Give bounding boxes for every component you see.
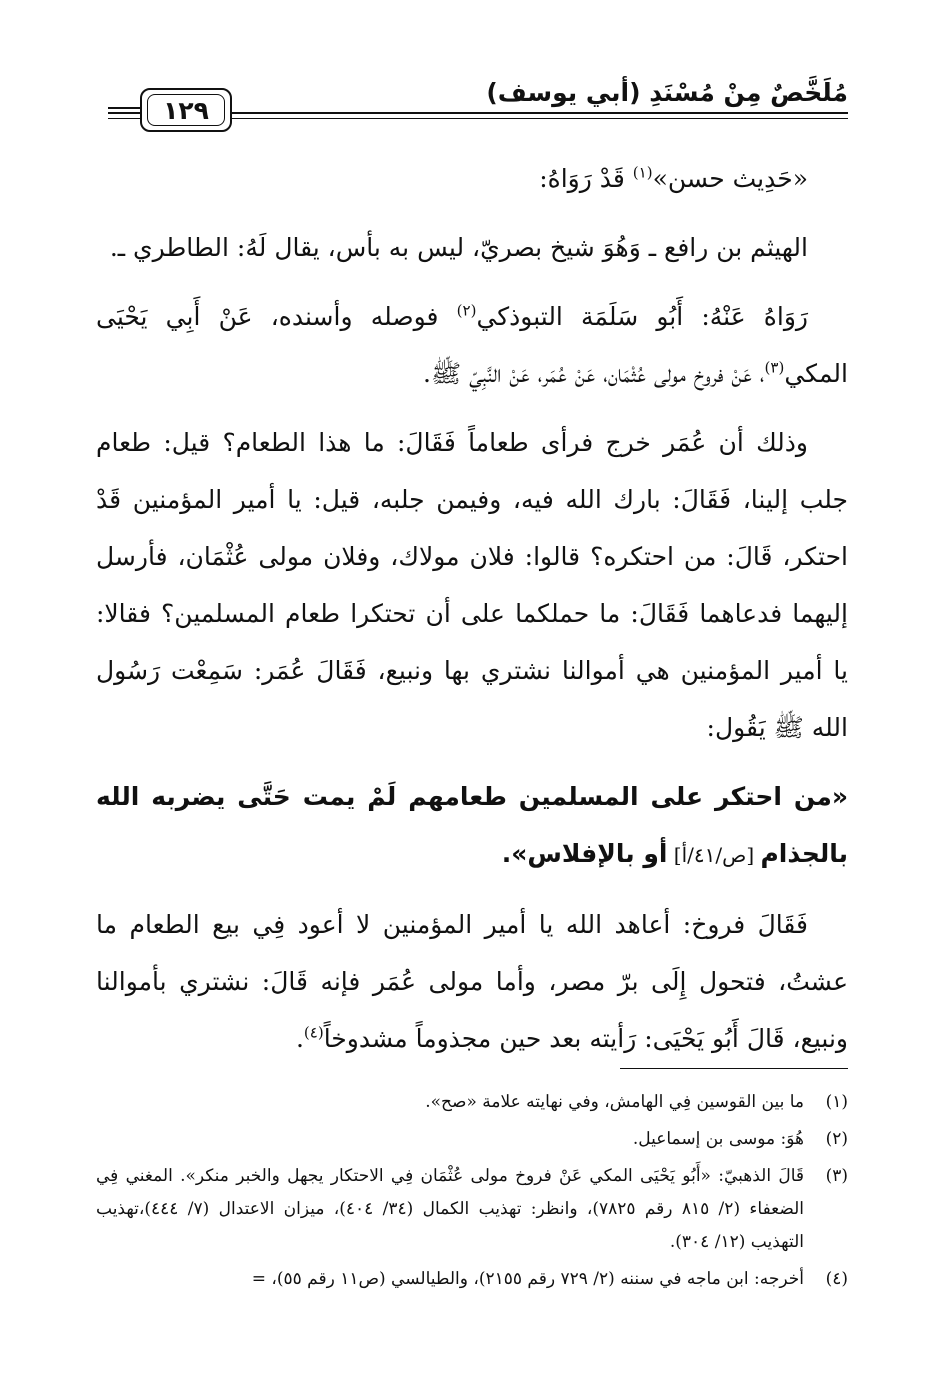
paragraph-3-c: ، عَنْ فروخ مولى عُثْمَان، عَنْ عُمَر، عَنْ النَّبِيّ ﷺ. [423, 359, 765, 388]
footnotes [96, 1086, 848, 1300]
footnote-separator [620, 1068, 848, 1069]
page-number-box [140, 88, 232, 132]
paragraph-1 [96, 150, 848, 207]
paragraph-2: الهيثم بن رافع ـ وَهُوَ شيخ بصريّ، ليس به بأس، يقال لَهُ: الطاطري ـ. [109, 233, 808, 262]
hadith-grade: «حَدِيث حسن» [652, 164, 808, 193]
paragraph-6-a: فَقَالَ فروخ: أعاهد الله يا أمير المؤمنين لا أعود فِي بيع الطعام ما عشتُ، فتحول إِلَى برّ مصر، وأما مولى عُمَر فإنه قَالَ: نشتري بأموالنا ونبيع، قَالَ أَبُو يَحْيَى: رَأيته بعد حين مجذوماً مشدوخاً [96, 910, 848, 1053]
manuscript-ref: [ص/٤١/أ] [667, 843, 761, 867]
footnote-4 [96, 1263, 848, 1296]
header-rule-left [108, 107, 140, 114]
footnote-marker-2[interactable]: (٢) [456, 301, 477, 320]
footnote-2 [96, 1123, 848, 1156]
main-text [96, 150, 848, 1079]
footnote-number: (٢) [825, 1129, 848, 1149]
footnote-marker-4[interactable]: (٤) [303, 1023, 324, 1042]
page-number: ١٢٩ [147, 94, 225, 126]
footnote-marker-3[interactable]: (٣) [764, 358, 785, 377]
paragraph-3-b: فوصله وأسنده، عَنْ أَبِي يَحْيَى المكي [96, 302, 848, 388]
footnote-text: هُوَ: موسى بن إسماعيل. [632, 1129, 804, 1149]
paragraph-6 [96, 896, 848, 1067]
hadith-text [96, 768, 848, 884]
paragraph-4: وذلك أن عُمَر خرج فرأى طعاماً فَقَالَ: ما هذا الطعام؟ قيل: طعام جلب إلينا، فَقَالَ: بارك الله فيه، وفيمن جلبه، قيل: يا أمير المؤمنين قَدْ احتكر، قَالَ: من احتكره؟ قالوا: فلان مولاك، وفلان مولى عُثْمَان، فأرسل إليهما فدعاهما فَقَالَ: ما حملكما على أن تحتكرا طعام المسلمين؟ فقالا: يا أمير المؤمنين هي أموالنا نشتري بها ونبيع، فَقَالَ عُمَر: سَمِعْت رَسُول الله ﷺ يَقُول: [96, 428, 848, 742]
paragraph-3 [96, 288, 848, 402]
footnote-1 [96, 1086, 848, 1119]
running-title: مُلَخَّصٌ مِنْ مُسْنَدِ (أبي يوسف) [486, 78, 848, 107]
footnote-3 [96, 1160, 848, 1259]
footnote-number: (٣) [825, 1166, 848, 1186]
hadith-b: أو بالإفلاس». [501, 839, 668, 868]
footnote-text: ما بين القوسين فِي الهامش، وفي نهايته علامة «صح». [425, 1092, 804, 1112]
paragraph-6-b: . [295, 1024, 304, 1053]
paragraph-3-a: رَوَاهُ عَنْهُ: أَبُو سَلَمَة التبوذكي [476, 302, 808, 331]
hadith-a: «من احتكر على المسلمين طعامهم لَمْ يمت حَتَّى يضربه الله بالجذام [96, 782, 848, 868]
paragraph-1-tail: قَدْ رَوَاهُ: [539, 164, 633, 193]
footnote-text: أخرجه: ابن ماجه في سننه (٢/ ٧٢٩ رقم ٢١٥٥)، والطيالسي (ص١١ رقم ٥٥)، = [251, 1269, 804, 1289]
footnote-text: قَالَ الذهبيّ: «أَبُو يَحْيَى المكي عَنْ فروخ مولى عُثْمَان فِي الاحتكار يجهل والخبر منكر». المغني فِي الضعفاء (٢/ ٨١٥ رقم ٧٨٢٥)، وانظر: تهذيب الكمال (٣٤/ ٤٠٤)، ميزان الاعتدال (٧/ ٤٤٤)،تهذيب التهذيب (١٢/ ٣٠٤). [96, 1166, 805, 1252]
footnote-number: (١) [825, 1092, 848, 1112]
footnote-marker-1[interactable]: (١) [632, 163, 653, 182]
footnote-number: (٤) [825, 1269, 848, 1289]
